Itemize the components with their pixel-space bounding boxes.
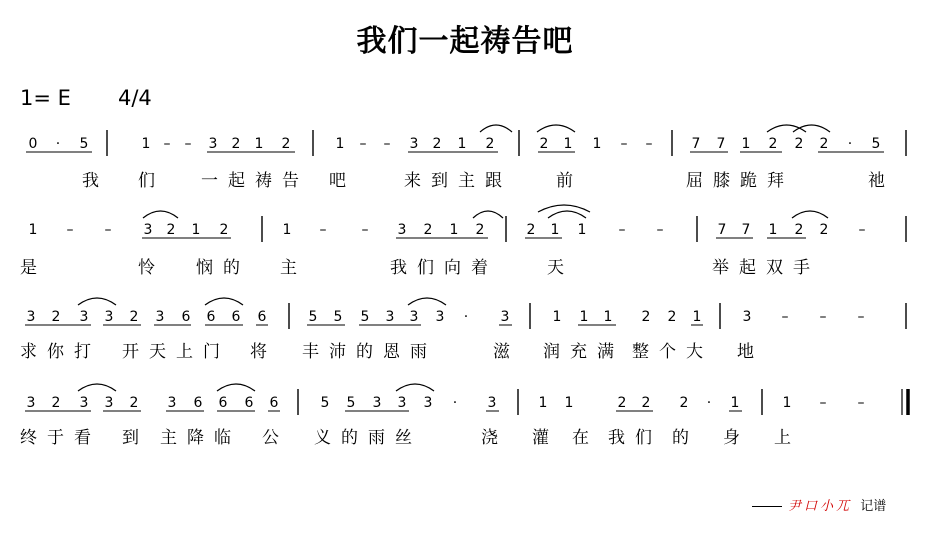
transcriber-credit — [752, 495, 886, 514]
note: 2 — [475, 222, 485, 238]
note: 2 — [679, 395, 689, 411]
note: 1 — [564, 395, 574, 411]
note: · — [452, 395, 458, 411]
note: 2 — [768, 136, 778, 152]
lyric: 滋 — [493, 342, 520, 362]
note: – — [361, 222, 369, 238]
note: 2 — [219, 222, 229, 238]
note: 1 — [538, 395, 548, 411]
note: 3 — [742, 309, 752, 325]
note: 2 — [819, 222, 829, 238]
note: 3 — [500, 309, 510, 325]
transcriber-suffix: 记谱 — [860, 499, 887, 514]
note: 3 — [409, 309, 419, 325]
note: 1 — [449, 222, 459, 238]
note: 1 — [741, 136, 751, 152]
note: 5 — [320, 395, 330, 411]
note: – — [858, 222, 866, 238]
lyric: 上 — [774, 428, 801, 448]
note: 2 — [539, 136, 549, 152]
tie-arc — [548, 211, 586, 218]
lyric: 浇 — [481, 428, 508, 448]
note: 2 — [641, 309, 651, 325]
tie-arc — [408, 298, 446, 305]
note: 2 — [423, 222, 433, 238]
tie-arc — [217, 384, 255, 391]
note: 2 — [667, 309, 677, 325]
tie-arc — [767, 125, 806, 132]
lyric: 在 — [572, 428, 599, 448]
note: 2 — [281, 136, 291, 152]
note: 2 — [129, 309, 139, 325]
tie-arc — [792, 211, 828, 218]
note: 2 — [794, 222, 804, 238]
note: 6 — [218, 395, 228, 411]
note: 6 — [181, 309, 191, 325]
note: 1 — [28, 222, 38, 238]
note: 3 — [155, 309, 165, 325]
tie-arc — [480, 125, 512, 132]
note: 3 — [423, 395, 433, 411]
note: 1 — [254, 136, 264, 152]
lyric: 我们向着 — [390, 258, 498, 278]
note: 1 — [579, 309, 589, 325]
note: 0 — [28, 136, 38, 152]
note: – — [857, 309, 865, 325]
note: 6 — [257, 309, 267, 325]
tie-arc — [473, 211, 503, 218]
note: 6 — [269, 395, 279, 411]
tie-arc — [537, 125, 575, 132]
transcriber-name: 尹口小兀 — [788, 499, 853, 514]
note: 3 — [26, 309, 36, 325]
note: 2 — [231, 136, 241, 152]
note: – — [645, 136, 653, 152]
lyric: 来到主跟 — [404, 171, 512, 191]
lyric: 我们 — [608, 428, 662, 448]
note: 3 — [104, 395, 114, 411]
note: – — [66, 222, 74, 238]
note: 2 — [617, 395, 627, 411]
song-title: 我们一起祷告吧 — [356, 24, 574, 59]
note: 1 — [592, 136, 602, 152]
note: 2 — [129, 395, 139, 411]
note: – — [184, 136, 192, 152]
note: – — [819, 309, 827, 325]
note: 2 — [794, 136, 804, 152]
lyric: 天 — [547, 258, 574, 278]
note: 2 — [485, 136, 495, 152]
note: 6 — [206, 309, 216, 325]
note: 3 — [208, 136, 218, 152]
note: 1 — [550, 222, 560, 238]
note: – — [163, 136, 171, 152]
note: 3 — [435, 309, 445, 325]
note: · — [463, 309, 469, 325]
note: 2 — [51, 395, 61, 411]
note: 5 — [346, 395, 356, 411]
note: 3 — [143, 222, 153, 238]
note: 1 — [282, 222, 292, 238]
note: – — [857, 395, 865, 411]
note: · — [847, 136, 853, 152]
note: 1 — [552, 309, 562, 325]
lyric: 屈膝跪拜 — [686, 171, 794, 191]
time-signature: 4/4 — [118, 86, 152, 110]
lyric: 整个大 — [632, 342, 713, 362]
note: 2 — [51, 309, 61, 325]
lyric: 前 — [556, 171, 583, 191]
tie-arc — [396, 384, 434, 391]
lyric: 将 — [250, 342, 277, 362]
note: 1 — [335, 136, 345, 152]
note: – — [104, 222, 112, 238]
note: 1 — [603, 309, 613, 325]
note: 2 — [432, 136, 442, 152]
note: 5 — [333, 309, 343, 325]
key-signature: 1= E — [20, 86, 71, 110]
note: 3 — [167, 395, 177, 411]
tie-arc — [205, 298, 243, 305]
note: 1 — [782, 395, 792, 411]
note: 1 — [768, 222, 778, 238]
tie-arc — [143, 211, 178, 218]
note: 3 — [79, 395, 89, 411]
note: 3 — [26, 395, 36, 411]
lyric: 我 — [82, 171, 109, 191]
tie-arc — [793, 125, 830, 132]
lyric: 怜 — [138, 258, 165, 278]
note: 5 — [308, 309, 318, 325]
note: 3 — [487, 395, 497, 411]
note: 6 — [231, 309, 241, 325]
tie-arc — [78, 384, 116, 391]
lyric: 灌 — [532, 428, 559, 448]
lyric: 开天上门 — [122, 342, 230, 362]
lyric: 是 — [20, 258, 47, 278]
note: 6 — [244, 395, 254, 411]
note: – — [620, 136, 628, 152]
note: 3 — [409, 136, 419, 152]
note: 1 — [141, 136, 151, 152]
note: 1 — [692, 309, 702, 325]
lyric: 祂 — [868, 171, 895, 191]
lyric: 到 — [122, 428, 149, 448]
note: 3 — [397, 222, 407, 238]
note: 6 — [193, 395, 203, 411]
lyric: 举起双手 — [712, 258, 820, 278]
note: 7 — [691, 136, 701, 152]
note: – — [656, 222, 664, 238]
note: 1 — [191, 222, 201, 238]
lyric: 身 — [723, 428, 750, 448]
note: 3 — [385, 309, 395, 325]
note: 1 — [730, 395, 740, 411]
note: 7 — [741, 222, 751, 238]
note: 3 — [79, 309, 89, 325]
note: – — [618, 222, 626, 238]
lyric: 主 — [280, 258, 307, 278]
note: 2 — [526, 222, 536, 238]
note: 2 — [166, 222, 176, 238]
lyric: 求你打 — [20, 342, 101, 362]
lyric: 们 — [138, 171, 165, 191]
note: 1 — [563, 136, 573, 152]
note: 7 — [716, 136, 726, 152]
lyric: 丰沛的恩雨 — [302, 342, 437, 362]
note: 3 — [372, 395, 382, 411]
note: – — [781, 309, 789, 325]
lyric: 一起祷告 — [201, 171, 309, 191]
note: – — [819, 395, 827, 411]
lyric: 终于看 — [20, 428, 101, 448]
note: 7 — [717, 222, 727, 238]
note: – — [319, 222, 327, 238]
note: · — [55, 136, 61, 152]
lyric: 义的雨丝 — [314, 428, 422, 448]
note: 3 — [104, 309, 114, 325]
note: 5 — [871, 136, 881, 152]
lyric: 地 — [737, 342, 764, 362]
note: 5 — [79, 136, 89, 152]
note: 3 — [397, 395, 407, 411]
note: – — [359, 136, 367, 152]
credit-dash — [752, 506, 782, 507]
note: · — [706, 395, 712, 411]
note: – — [383, 136, 391, 152]
note: 2 — [819, 136, 829, 152]
lyric: 润充满 — [543, 342, 624, 362]
lyric: 的 — [672, 428, 699, 448]
note: 2 — [641, 395, 651, 411]
lyric: 悯的 — [196, 258, 250, 278]
lyric: 主降临 — [160, 428, 241, 448]
note: 5 — [360, 309, 370, 325]
tie-arc — [78, 298, 116, 305]
note: 1 — [457, 136, 467, 152]
lyric: 公 — [262, 428, 289, 448]
lyric: 吧 — [329, 171, 356, 191]
note: 1 — [577, 222, 587, 238]
